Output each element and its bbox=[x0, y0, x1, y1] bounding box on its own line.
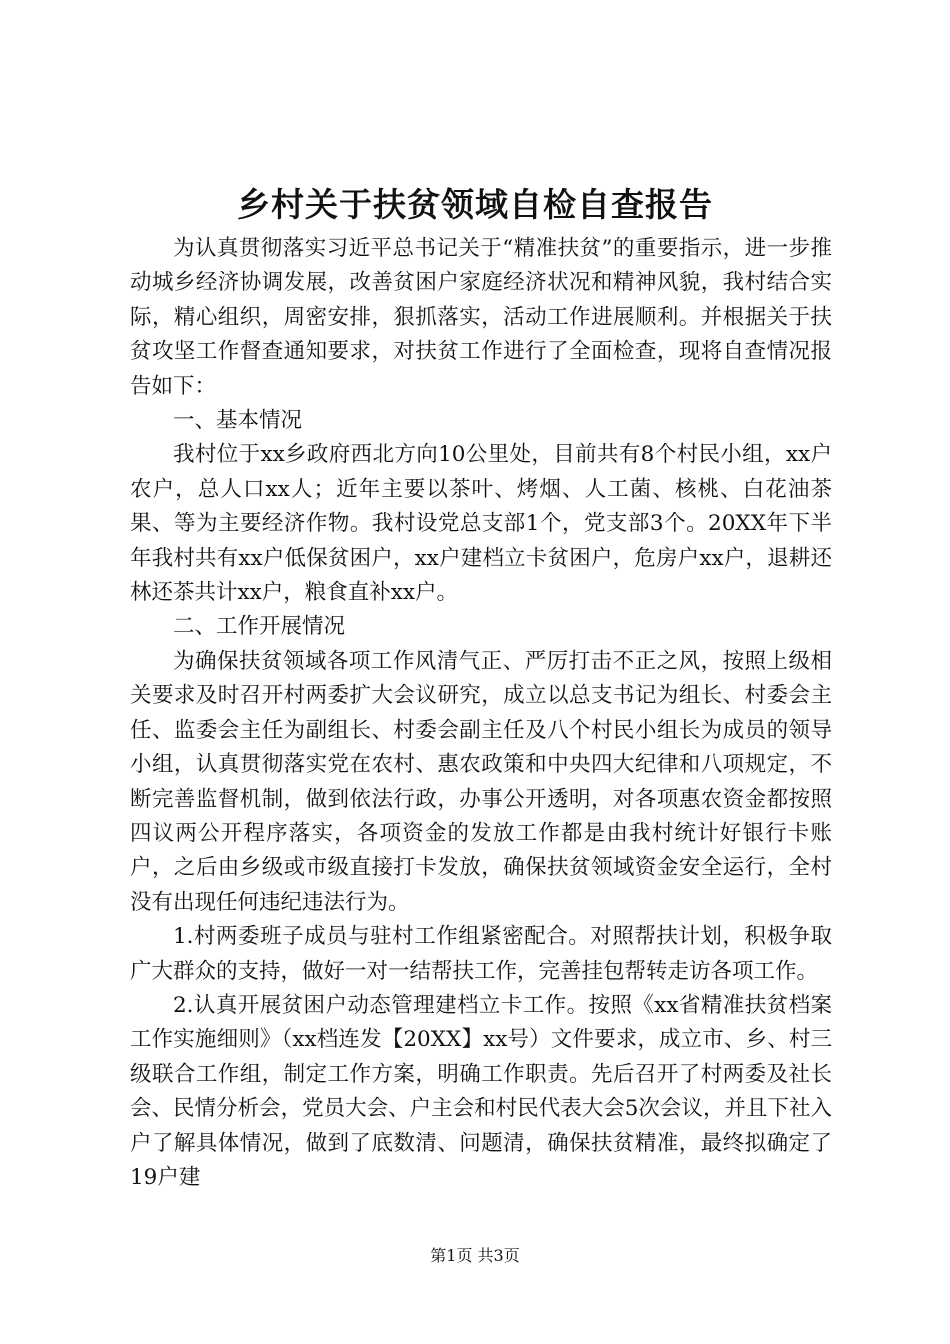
document-title: 乡村关于扶贫领域自检自查报告 bbox=[237, 185, 713, 224]
intro-paragraph: 为认真贯彻落实习近平总书记关于“精准扶贫”的重要指示，进一步推动城乡经济协调发展，改善贫困户家庭经济状况和精神风貌，我村结合实际，精心组织，周密安排，狠抓落实，活动工作进展顺利。并根据关于扶贫攻坚工作督查通知要求，对扶贫工作进行了全面检查，现将自查情况报告如下： bbox=[130, 236, 832, 399]
section-heading-work-progress: 二、工作开展情况 bbox=[173, 614, 346, 640]
work-progress-paragraph: 为确保扶贫领域各项工作风清气正、严厉打击不正之风，按照上级相关要求及时召开村两委扩大会议研究，成立以总支书记为组长、村委会主任、监委会主任为副组长、村委会副主任及八个村民小组长为成员的领导小组，认真贯彻落实党在农村、惠农政策和中央四大纪律和八项规定，不断完善监督机制，做到依法行政，办事公开透明，对各项惠农资金都按照四议两公开程序落实，各项资金的发放工作都是由我村统计好银行卡账户，之后由乡级或市级直接打卡发放，确保扶贫领域资金安全运行，全村没有出现任何违纪违法行为。 bbox=[130, 648, 832, 915]
section-heading-basic-situation: 一、基本情况 bbox=[173, 408, 303, 434]
page-footer: 第1页 共3页 bbox=[430, 1246, 520, 1265]
basic-situation-paragraph: 我村位于xx乡政府西北方向10公里处，目前共有8个村民小组，xx户农户，总人口xx人；近年主要以茶叶、烤烟、人工菌、核桃、白花油茶果、等为主要经济作物。我村设党总支部1个，党支部3个。20XX年下半年我村共有xx户低保贫困户，xx户建档立卡贫困户，危房户xx户，退耕还林还茶共计xx户，粮食直补xx户。 bbox=[130, 442, 832, 606]
document-body bbox=[130, 232, 832, 1195]
list-item-2-paragraph: 2.认真开展贫困户动态管理建档立卡工作。按照《xx省精准扶贫档案工作实施细则》（xx档连发【20XX】xx号）文件要求，成立市、乡、村三级联合工作组，制定工作方案，明确工作职责。先后召开了村两委及社长会、民情分析会，党员大会、户主会和村民代表大会5次会议，并且下社入户了解具体情况，做到了底数清、问题清，确保扶贫精准，最终拟确定了19户建 bbox=[130, 992, 832, 1190]
list-item-1-paragraph: 1.村两委班子成员与驻村工作组紧密配合。对照帮扶计划，积极争取广大群众的支持，做好一对一结帮扶工作，完善挂包帮转走访各项工作。 bbox=[130, 924, 832, 984]
